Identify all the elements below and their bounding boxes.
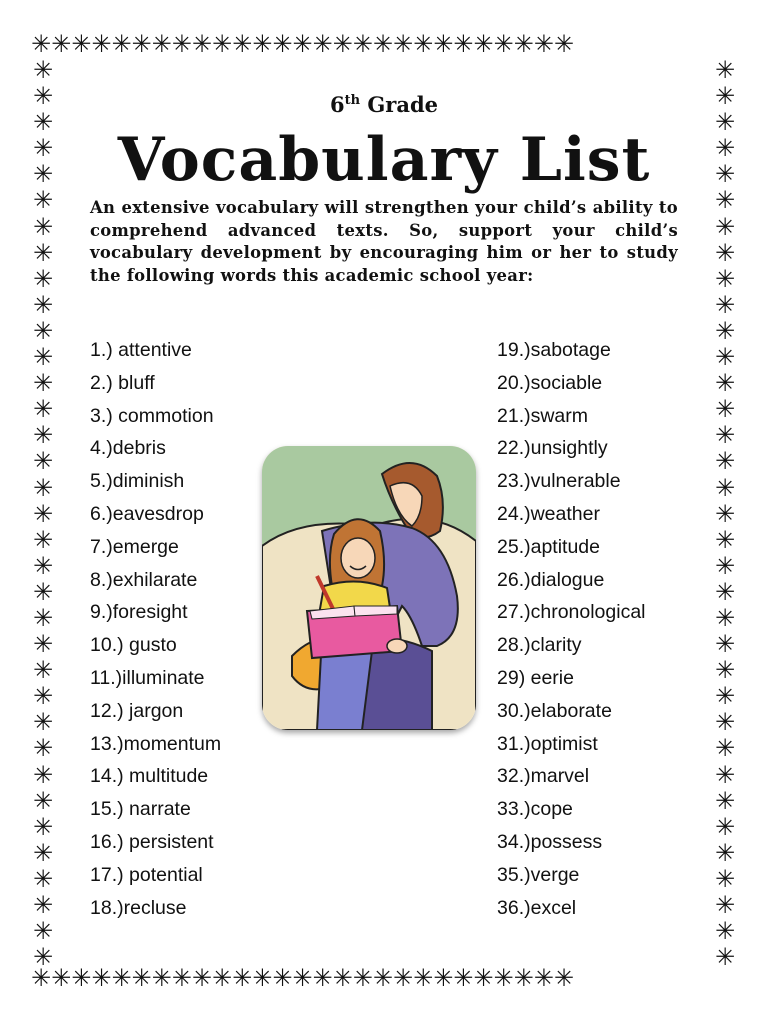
grade-number: 6	[329, 92, 345, 117]
border-star-icon: ✳	[473, 964, 494, 992]
vocabulary-word-item: 22.)unsightly	[497, 437, 608, 460]
border-star-icon: ✳	[714, 238, 736, 267]
border-star-icon: ✳	[714, 891, 736, 919]
page-title: Vocabulary List	[117, 125, 651, 195]
border-star-icon: ✳	[714, 525, 736, 554]
border-star-icon: ✳	[714, 838, 736, 867]
border-star-icon: ✳	[714, 134, 736, 163]
border-star-icon: ✳	[533, 964, 554, 992]
border-star-icon: ✳	[32, 656, 54, 685]
border-star-icon: ✳	[32, 603, 54, 632]
border-star-icon: ✳	[31, 30, 52, 58]
border-star-icon: ✳	[32, 734, 54, 763]
border-star-icon: ✳	[292, 30, 313, 58]
border-star-icon: ✳	[714, 160, 736, 189]
border-star-icon: ✳	[32, 160, 54, 189]
vocabulary-word-item: 9.)foresight	[90, 601, 188, 624]
decorative-border-top	[31, 31, 574, 57]
border-star-icon: ✳	[714, 290, 736, 319]
vocabulary-word-item: 3.) commotion	[90, 404, 214, 427]
border-star-icon: ✳	[131, 964, 152, 992]
vocabulary-word-item: 27.)chronological	[497, 601, 646, 624]
border-star-icon: ✳	[191, 964, 212, 992]
border-star-icon: ✳	[312, 964, 333, 992]
vocabulary-word-item: 28.)clarity	[497, 634, 582, 657]
vocabulary-word-item: 1.) attentive	[90, 339, 192, 361]
vocabulary-word-item: 10.) gusto	[90, 634, 177, 657]
vocabulary-word-item: 5.)diminish	[90, 470, 185, 493]
grade-word: Grade	[367, 92, 439, 117]
border-star-icon: ✳	[232, 964, 253, 992]
word-list-right	[497, 334, 646, 924]
border-star-icon: ✳	[51, 964, 72, 992]
border-star-icon: ✳	[32, 134, 54, 163]
border-star-icon: ✳	[714, 551, 736, 580]
border-star-icon: ✳	[714, 56, 736, 84]
border-star-icon: ✳	[32, 682, 54, 711]
vocabulary-word-item: 30.)elaborate	[497, 699, 612, 722]
border-star-icon: ✳	[392, 964, 414, 992]
border-star-icon: ✳	[372, 964, 393, 992]
border-star-icon: ✳	[714, 473, 736, 502]
border-star-icon: ✳	[191, 30, 212, 58]
border-star-icon: ✳	[32, 786, 54, 815]
border-star-icon: ✳	[151, 30, 172, 58]
border-star-icon: ✳	[171, 30, 192, 58]
border-star-icon: ✳	[513, 30, 534, 58]
border-star-icon: ✳	[32, 447, 54, 476]
border-star-icon: ✳	[32, 525, 54, 554]
border-star-icon: ✳	[292, 964, 313, 992]
border-star-icon: ✳	[714, 734, 736, 763]
border-star-icon: ✳	[714, 369, 736, 398]
border-star-icon: ✳	[32, 395, 54, 424]
border-star-icon: ✳	[32, 551, 54, 580]
border-star-icon: ✳	[32, 760, 54, 789]
border-star-icon: ✳	[714, 943, 736, 972]
border-star-icon: ✳	[533, 30, 554, 58]
border-star-icon: ✳	[553, 30, 574, 58]
mother-reading-to-child-image	[262, 446, 476, 730]
border-star-icon: ✳	[513, 964, 534, 992]
border-star-icon: ✳	[32, 238, 54, 267]
border-star-icon: ✳	[71, 964, 92, 992]
border-star-icon: ✳	[252, 30, 273, 58]
grade-heading	[0, 92, 768, 117]
border-star-icon: ✳	[714, 786, 736, 815]
vocabulary-word-item: 33.)cope	[497, 798, 573, 821]
border-star-icon: ✳	[71, 30, 92, 58]
border-star-icon: ✳	[151, 964, 172, 992]
vocabulary-word-item: 13.)momentum	[90, 732, 222, 755]
border-star-icon: ✳	[171, 964, 192, 992]
border-star-icon: ✳	[32, 82, 54, 111]
border-star-icon: ✳	[91, 30, 112, 58]
border-star-icon: ✳	[413, 964, 434, 992]
border-star-icon: ✳	[714, 395, 736, 424]
border-star-icon: ✳	[433, 964, 454, 992]
border-star-icon: ✳	[32, 369, 54, 398]
border-star-icon: ✳	[714, 917, 736, 946]
border-star-icon: ✳	[714, 577, 736, 606]
vocabulary-word-item: 18.)recluse	[90, 896, 187, 919]
border-star-icon: ✳	[714, 82, 736, 111]
vocabulary-word-item: 14.) multitude	[90, 765, 209, 788]
vocabulary-word-item: 29) eerie	[497, 666, 574, 689]
border-star-icon: ✳	[714, 212, 736, 241]
border-star-icon: ✳	[714, 864, 736, 893]
border-star-icon: ✳	[32, 473, 54, 502]
vocabulary-word-item: 24.)weather	[497, 502, 600, 525]
vocabulary-word-item: 25.)aptitude	[497, 535, 600, 558]
border-star-icon: ✳	[32, 186, 54, 215]
vocabulary-word-item: 12.) jargon	[90, 699, 184, 722]
border-star-icon: ✳	[312, 30, 333, 58]
vocabulary-word-item: 4.)debris	[90, 437, 166, 460]
vocabulary-word-item: 31.)optimist	[497, 732, 598, 755]
border-star-icon: ✳	[332, 30, 353, 58]
border-star-icon: ✳	[131, 30, 152, 58]
border-star-icon: ✳	[32, 212, 54, 241]
border-star-icon: ✳	[714, 656, 736, 685]
border-star-icon: ✳	[493, 30, 514, 58]
border-star-icon: ✳	[453, 30, 474, 58]
word-list-left	[90, 334, 221, 924]
border-star-icon: ✳	[111, 30, 132, 58]
border-star-icon: ✳	[32, 56, 54, 84]
border-star-icon: ✳	[714, 682, 736, 711]
border-star-icon: ✳	[211, 30, 233, 58]
border-star-icon: ✳	[714, 186, 736, 215]
border-star-icon: ✳	[714, 630, 736, 659]
vocabulary-word-item: 36.)excel	[497, 896, 577, 919]
vocabulary-word-item: 32.)marvel	[497, 765, 590, 788]
vocabulary-word-item: 2.) bluff	[90, 371, 155, 394]
border-star-icon: ✳	[433, 30, 454, 58]
vocabulary-word-item: 35.)verge	[497, 863, 580, 886]
border-star-icon: ✳	[714, 760, 736, 789]
border-star-icon: ✳	[111, 964, 132, 992]
vocabulary-word-item: 16.) persistent	[90, 830, 214, 853]
border-star-icon: ✳	[714, 421, 736, 450]
border-star-icon: ✳	[32, 943, 54, 972]
border-star-icon: ✳	[32, 864, 54, 893]
intro-paragraph: An extensive vocabulary will strengthen your child’s ability to comprehend advanced texts. So, support your child’s vocabulary development by encouraging him or her to study the following words this academic school year:	[90, 198, 678, 286]
border-star-icon: ✳	[272, 30, 293, 58]
border-star-icon: ✳	[51, 30, 72, 58]
border-star-icon: ✳	[32, 577, 54, 606]
vocabulary-word-item: 26.)dialogue	[497, 568, 605, 591]
border-star-icon: ✳	[211, 964, 233, 992]
border-star-icon: ✳	[32, 108, 54, 137]
vocabulary-word-item: 7.)emerge	[90, 535, 179, 558]
vocabulary-word-item: 17.) potential	[90, 863, 203, 886]
border-star-icon: ✳	[272, 964, 293, 992]
border-star-icon: ✳	[32, 708, 54, 737]
vocabulary-word-item: 21.)swarm	[497, 404, 589, 427]
border-star-icon: ✳	[332, 964, 353, 992]
vocabulary-word-item: 34.)possess	[497, 830, 603, 853]
border-star-icon: ✳	[714, 603, 736, 632]
border-star-icon: ✳	[413, 30, 434, 58]
border-star-icon: ✳	[714, 812, 736, 841]
border-star-icon: ✳	[32, 343, 54, 372]
border-star-icon: ✳	[32, 316, 54, 345]
border-star-icon: ✳	[32, 499, 54, 528]
border-star-icon: ✳	[32, 891, 54, 919]
border-star-icon: ✳	[714, 708, 736, 737]
vocabulary-word-item: 15.) narrate	[90, 798, 191, 821]
border-star-icon: ✳	[252, 964, 273, 992]
border-star-icon: ✳	[714, 108, 736, 137]
border-star-icon: ✳	[232, 30, 253, 58]
border-star-icon: ✳	[32, 290, 54, 319]
vocabulary-word-item: 23.)vulnerable	[497, 470, 621, 493]
border-star-icon: ✳	[714, 447, 736, 476]
border-star-icon: ✳	[493, 964, 514, 992]
vocabulary-word-item: 11.)illuminate	[90, 666, 205, 689]
border-star-icon: ✳	[32, 421, 54, 450]
grade-suffix: th	[344, 93, 361, 108]
border-star-icon: ✳	[32, 264, 54, 293]
border-star-icon: ✳	[32, 917, 54, 946]
border-star-icon: ✳	[714, 499, 736, 528]
decorative-border-bottom	[31, 965, 574, 991]
vocabulary-word-item: 6.)eavesdrop	[90, 502, 204, 525]
border-star-icon: ✳	[352, 964, 373, 992]
vocabulary-word-item: 20.)sociable	[497, 371, 603, 394]
border-star-icon: ✳	[352, 30, 373, 58]
border-star-icon: ✳	[473, 30, 494, 58]
border-star-icon: ✳	[32, 838, 54, 867]
vocabulary-word-item: 8.)exhilarate	[90, 568, 198, 591]
border-star-icon: ✳	[714, 343, 736, 372]
border-star-icon: ✳	[714, 316, 736, 345]
border-star-icon: ✳	[32, 630, 54, 659]
border-star-icon: ✳	[714, 264, 736, 293]
border-star-icon: ✳	[91, 964, 112, 992]
vocabulary-word-item: 19.)sabotage	[497, 339, 611, 361]
border-star-icon: ✳	[31, 964, 52, 992]
border-star-icon: ✳	[453, 964, 474, 992]
border-star-icon: ✳	[372, 30, 393, 58]
border-star-icon: ✳	[32, 812, 54, 841]
border-star-icon: ✳	[553, 964, 574, 992]
border-star-icon: ✳	[392, 30, 414, 58]
